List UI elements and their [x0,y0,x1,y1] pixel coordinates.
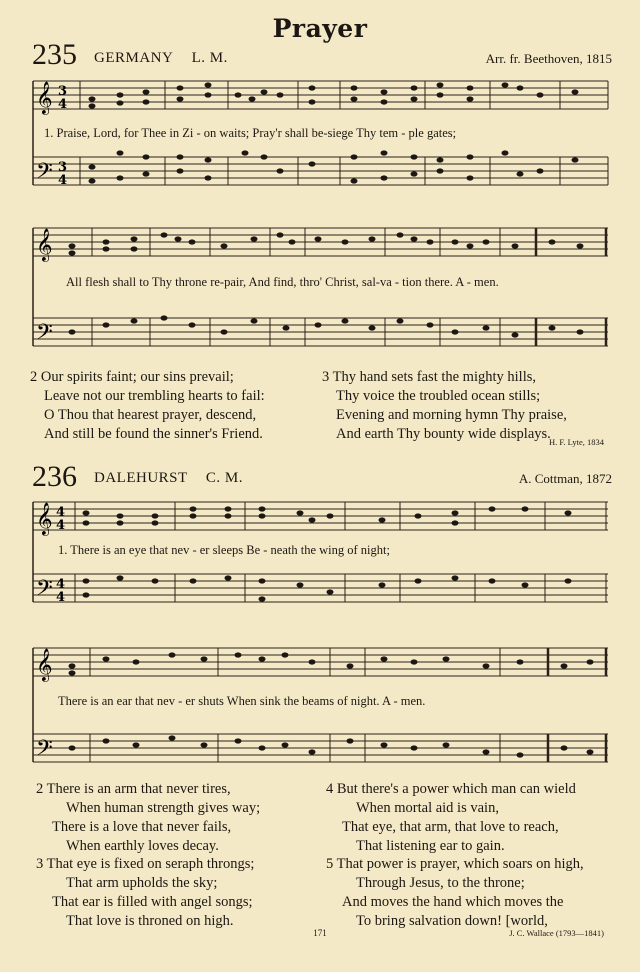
time-signature: 3 [58,84,68,99]
verse-line: That eye, that arm, that love to reach, [342,819,559,835]
verse-line: That ear is filled with angel songs; [52,894,253,910]
bass-clef-icon: 𝄢 [36,159,53,189]
verse-line: 2 There is an arm that never tires, [36,781,231,797]
lyric-line: There is an ear that nev - er shuts When sink the beams of night. A - men. [58,694,426,708]
verse-line: That arm upholds the sky; [66,875,218,891]
svg-text:4: 4 [58,173,68,188]
verse-block [322,368,567,444]
composer-attribution: Arr. fr. Beethoven, 1815 [485,51,612,66]
verse-line: That love is throned on high. [66,913,234,929]
author-credit: H. F. Lyte, 1834 [548,437,604,447]
svg-text:4: 4 [56,577,66,592]
treble-clef-icon: 𝄞 [36,648,53,681]
page-number: 171 [313,928,327,938]
treble-staff [33,228,608,256]
hymn-number: 236 [32,460,77,493]
svg-text:4: 4 [56,590,66,605]
bass-staff [33,734,608,762]
verse-line: 3 That eye is fixed on seraph throngs; [36,856,255,872]
verse-line: When mortal aid is vain, [356,800,499,816]
verse-block [36,780,260,856]
verse-line: And moves the hand which moves the [342,894,564,910]
hymn-number: 235 [32,38,77,71]
lyric-line: 1. There is an eye that nev - er sleeps Be - neath the wing of night; [58,543,390,557]
verse-block [30,368,265,444]
verse-line: When earthly loves decay. [66,838,219,854]
bass-staff [33,157,608,185]
verse-line: To bring salvation down! [world, [356,913,548,929]
tune-meter: L. M. [191,50,228,66]
tune-meter: C. M. [205,470,244,486]
verse-line: O Thou that hearest prayer, descend, [44,407,257,423]
treble-clef-icon: 𝄞 [36,502,53,535]
bass-staff [33,318,608,346]
verse-line: That listening ear to gain. [356,838,505,854]
verse-block [326,780,576,856]
author-credit: J. C. Wallace (1793—1841) [509,928,604,938]
verse-line: 5 That power is prayer, which soars on high, [326,856,584,872]
verse-line: Through Jesus, to the throne; [356,875,525,891]
section-title: Prayer [272,14,368,43]
verse-line: Thy voice the troubled ocean stills; [336,388,541,404]
verse-line: And earth Thy bounty wide displays. [336,426,551,442]
tune-header [94,470,243,487]
lyric-line: 1. Praise, Lord, for Thee in Zi - on waits; Pray'r shall be-siege Thy tem - ple gates; [44,126,457,140]
time-signature: 4 [56,505,66,520]
verse-block [326,855,584,931]
treble-clef-icon: 𝄞 [36,228,53,261]
verse-line: 2 Our spirits faint; our sins prevail; [30,369,234,385]
verse-block [36,855,254,931]
verse-line: 4 But there's a power which man can wield [326,781,576,797]
verse-line: 3 Thy hand sets fast the mighty hills, [322,369,536,385]
lyric-line: All flesh shall to Thy throne re-pair, And find, thro' Christ, sal-va - tion there. A - men. [66,275,499,289]
verse-line: Evening and morning hymn Thy praise, [336,407,567,423]
verse-line: Leave not our trembling hearts to fail: [44,388,265,404]
tune-name: GERMANY [94,50,174,66]
bass-clef-icon: 𝄢 [36,736,53,766]
verse-line: There is a love that never fails, [52,819,232,835]
svg-text:3: 3 [58,160,68,175]
tune-header [94,50,228,67]
svg-text:4: 4 [56,518,66,533]
svg-text:4: 4 [58,97,68,112]
bass-clef-icon: 𝄢 [36,320,53,350]
verse-line: And still be found the sinner's Friend. [44,426,263,442]
tune-name: DALEHURST [94,470,188,486]
composer-attribution: A. Cottman, 1872 [518,471,612,486]
verse-line: When human strength gives way; [66,800,261,816]
treble-clef-icon: 𝄞 [36,81,53,114]
bass-clef-icon: 𝄢 [36,576,53,606]
